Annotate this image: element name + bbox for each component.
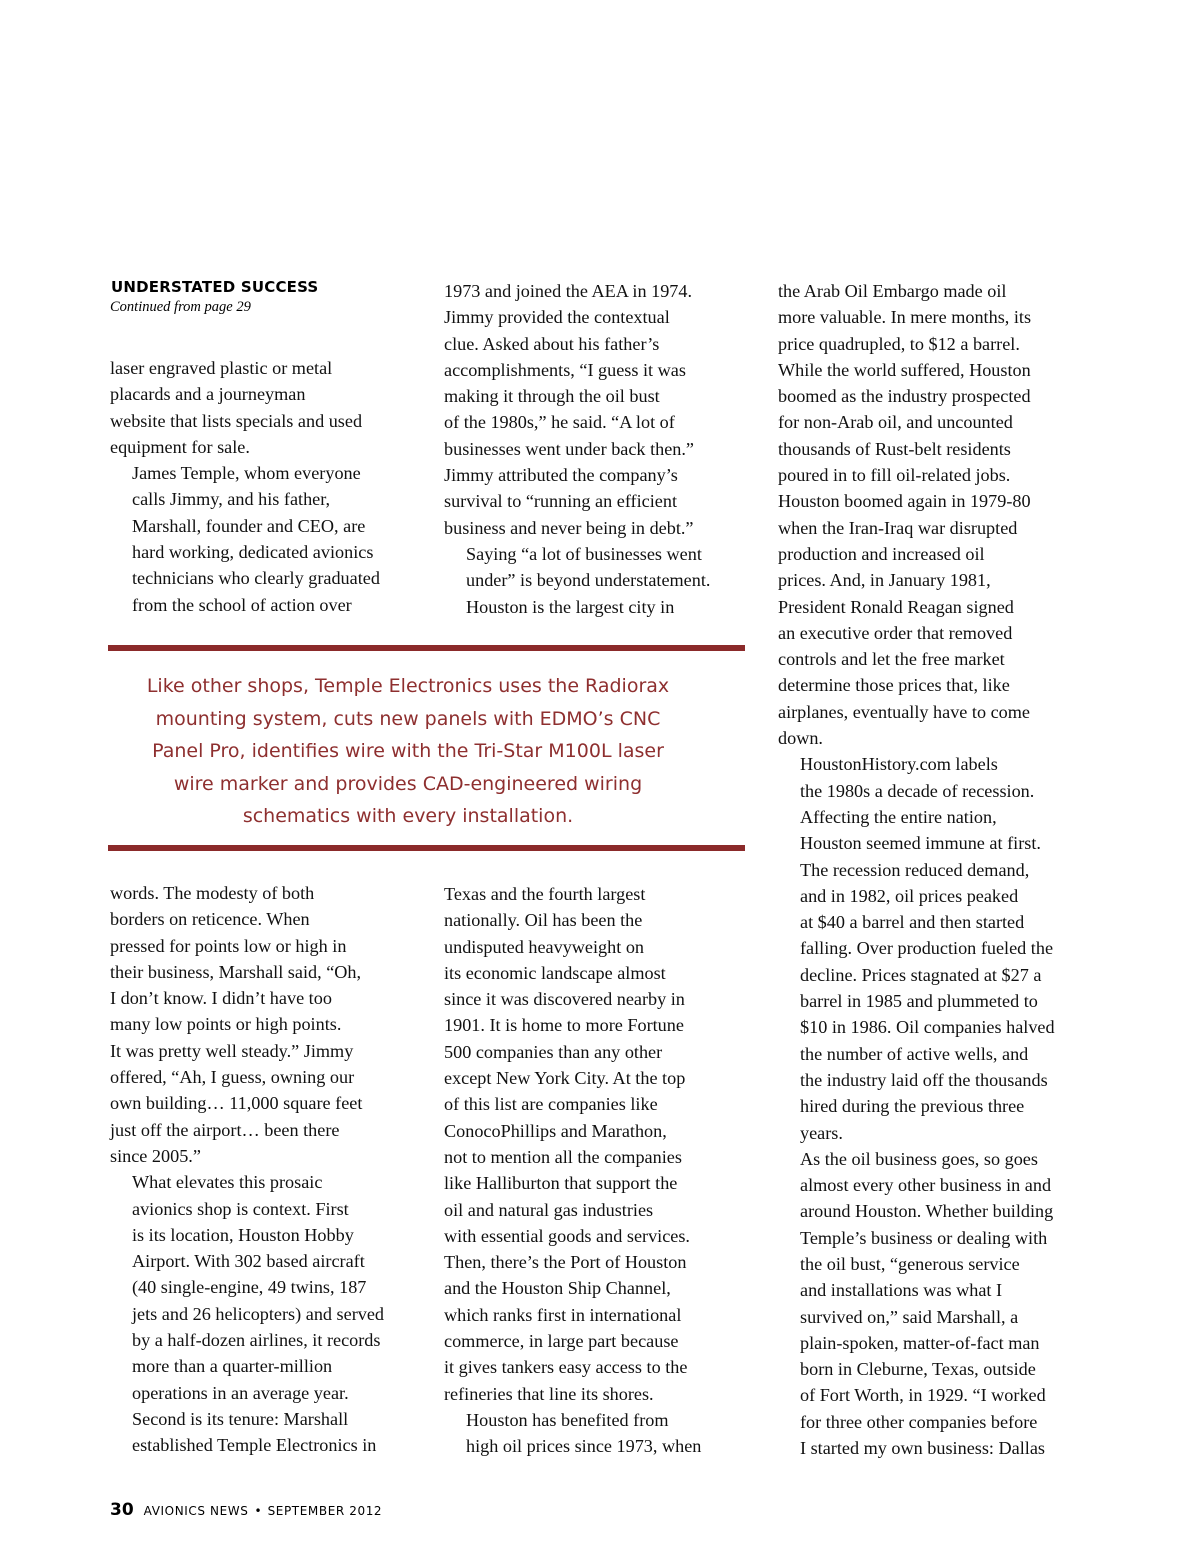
text-line: from the school of action over [132,594,352,615]
footer-bullet: • [254,1504,262,1518]
paragraph [778,278,1088,751]
column-1-top [110,355,430,618]
text-line: Saying “a lot of businesses went [466,543,702,564]
paragraph [110,1169,430,1458]
text-line: just off the airport… been there [110,1119,340,1140]
text-line: offered, “Ah, I guess, owning our [110,1067,355,1088]
text-line: with essential goods and services. [444,1225,690,1246]
paragraph [110,880,430,1169]
page-number: 30 [110,1500,134,1520]
text-line: (40 single-engine, 49 twins, 187 [132,1277,367,1298]
text-line: Houston has benefited from [466,1409,669,1430]
text-line: survived on,” said Marshall, a [800,1306,1019,1327]
text-line: Temple’s business or dealing with [800,1227,1048,1248]
text-line: I don’t know. I didn’t have too [110,988,332,1009]
paragraph [444,881,764,1407]
text-line: avionics shop is context. First [132,1198,349,1219]
paragraph [778,751,1088,1145]
text-line: decline. Prices stagnated at $27 a [800,964,1042,985]
text-line: the industry laid off the thousands [800,1069,1048,1090]
text-line: website that lists specials and used [110,410,363,431]
text-line: Houston is the largest city in [466,596,675,617]
paragraph [778,1146,1088,1462]
text-line: HoustonHistory.com labels [800,754,998,775]
text-line: its economic landscape almost [444,962,666,983]
text-line: since 2005.” [110,1145,201,1166]
text-line: the 1980s a decade of recession. [800,780,1035,801]
pull-quote-line: Like other shops, Temple Electronics uses the Radiorax [146,675,670,697]
text-line: 1901. It is home to more Fortune [444,1015,684,1036]
text-line: While the world suffered, Houston [778,359,1031,380]
text-line: established Temple Electronics in [132,1435,377,1456]
text-line: almost every other business in and [800,1175,1052,1196]
pull-quote-line: wire marker and provides CAD-engineered wiring [173,772,643,795]
text-line: poured in to fill oil-related jobs. [778,465,1011,486]
text-line: President Ronald Reagan signed [778,596,1014,617]
text-line: more valuable. In mere months, its [778,307,1032,328]
text-line: for three other companies before [800,1411,1038,1432]
text-line: prices. And, in January 1981, [778,570,991,591]
issue-date: SEPTEMBER 2012 [267,1504,383,1518]
text-line: borders on reticence. When [110,909,310,930]
text-line: which ranks first in international [444,1304,682,1325]
text-line: commerce, in large part because [444,1331,679,1352]
text-line: around Houston. Whether building [800,1201,1054,1222]
text-line: The recession reduced demand, [800,859,1030,880]
column-2-top [444,278,764,620]
section-kicker: UNDERSTATED SUCCESS [111,278,319,296]
text-line: high oil prices since 1973, when [466,1436,702,1457]
text-line: airplanes, eventually have to come [778,701,1030,722]
text-line: boomed as the industry prospected [778,386,1031,407]
text-line: the number of active wells, and [800,1043,1029,1064]
paragraph [444,278,764,541]
text-line: an executive order that removed [778,622,1013,643]
text-line: and the Houston Ship Channel, [444,1278,671,1299]
pull-quote-line: schematics with every installation. [242,805,574,827]
text-line: 500 companies than any other [444,1041,663,1062]
text-line: clue. Asked about his father’s [444,333,660,354]
text-line: What elevates this prosaic [132,1172,323,1193]
text-line: like Halliburton that support the [444,1173,678,1194]
text-line: falling. Over production fueled the [800,938,1054,959]
pull-quote-line: Panel Pro, identifies wire with the Tri-Star M100L laser [152,740,664,762]
text-line: refineries that line its shores. [444,1383,654,1404]
text-line: their business, Marshall said, “Oh, [110,961,362,982]
text-line: pressed for points low or high in [110,935,347,956]
text-line: determine those prices that, like [778,675,1010,696]
text-line: oil and natural gas industries [444,1199,654,1220]
text-line: Then, there’s the Port of Houston [444,1252,687,1273]
text-line: controls and let the free market [778,649,1005,670]
page-footer [110,1500,382,1520]
text-line: Airport. With 302 based aircraft [132,1251,365,1272]
text-line: It was pretty well steady.” Jimmy [110,1040,354,1061]
text-line: except New York City. At the top [444,1068,686,1089]
pull-quote-top-rule [108,645,745,651]
text-line: when the Iran-Iraq war disrupted [778,517,1018,538]
text-line: $10 in 1986. Oil companies halved [800,1017,1055,1038]
text-line: words. The modesty of both [110,883,315,903]
text-line: not to mention all the companies [444,1146,682,1167]
pull-quote [110,670,706,833]
text-line: the Arab Oil Embargo made oil [778,281,1007,301]
text-line: Marshall, founder and CEO, are [132,515,366,536]
text-line: laser engraved plastic or metal [110,358,333,378]
text-line: more than a quarter-million [132,1356,333,1377]
text-line: under” is beyond understatement. [466,570,711,591]
publication-name: AVIONICS NEWS [143,1504,249,1518]
text-line: by a half-dozen airlines, it records [132,1330,381,1351]
text-line: As the oil business goes, so goes [800,1148,1038,1169]
pull-quote-line: mounting system, cuts new panels with EDMO’s CNC [155,707,661,730]
paragraph [110,460,430,618]
text-line: business and never being in debt.” [444,517,694,538]
text-line: hard working, dedicated avionics [132,542,374,563]
column-3 [778,278,1088,1461]
text-line: years. [800,1122,843,1143]
text-line: plain-spoken, matter-of-fact man [800,1332,1040,1353]
text-line: of Fort Worth, in 1929. “I worked [800,1385,1046,1406]
text-line: of this list are companies like [444,1094,658,1115]
paragraph [444,541,764,620]
text-line: many low points or high points. [110,1014,342,1035]
continued-note: Continued from page 29 [110,299,251,315]
text-line: Houston seemed immune at first. [800,833,1041,854]
text-line: Second is its tenure: Marshall [132,1408,349,1429]
text-line: is its location, Houston Hobby [132,1224,354,1245]
text-line: James Temple, whom everyone [132,463,361,484]
column-1-bottom [110,880,430,1459]
text-line: Houston boomed again in 1979-80 [778,491,1031,512]
text-line: businesses went under back then.” [444,438,695,459]
text-line: placards and a journeyman [110,384,306,405]
text-line: down. [778,728,823,749]
text-line: survival to “running an efficient [444,491,678,512]
text-line: making it through the oil bust [444,386,660,407]
text-line: calls Jimmy, and his father, [132,489,331,510]
text-line: the oil bust, “generous service [800,1253,1020,1274]
text-line: technicians who clearly graduated [132,568,380,589]
text-line: price quadrupled, to $12 a barrel. [778,333,1020,354]
paragraph [110,355,430,460]
text-line: nationally. Oil has been the [444,910,643,931]
text-line: it gives tankers easy access to the [444,1357,688,1378]
text-line: 1973 and joined the AEA in 1974. [444,281,693,301]
text-line: for non-Arab oil, and uncounted [778,412,1013,433]
text-line: since it was discovered nearby in [444,989,685,1010]
text-line: Jimmy attributed the company’s [444,465,678,486]
text-line: operations in an average year. [132,1382,349,1403]
text-line: production and increased oil [778,543,985,564]
text-line: Texas and the fourth largest [444,884,646,904]
text-line: barrel in 1985 and plummeted to [800,991,1038,1012]
text-line: own building… 11,000 square feet [110,1093,363,1114]
pull-quote-bottom-rule [108,845,745,851]
text-line: accomplishments, “I guess it was [444,359,686,380]
text-line: I started my own business: Dallas [800,1438,1045,1459]
text-line: born in Cleburne, Texas, outside [800,1359,1036,1380]
paragraph [444,1407,764,1460]
text-line: thousands of Rust-belt residents [778,438,1011,459]
text-line: and in 1982, oil prices peaked [800,885,1019,906]
text-line: equipment for sale. [110,436,250,457]
text-line: ConocoPhillips and Marathon, [444,1120,667,1141]
text-line: of the 1980s,” he said. “A lot of [444,412,675,433]
text-line: jets and 26 helicopters) and served [132,1303,385,1324]
text-line: hired during the previous three [800,1096,1025,1117]
text-line: undisputed heavyweight on [444,936,645,957]
text-line: and installations was what I [800,1280,1003,1301]
text-line: Jimmy provided the contextual [444,307,670,328]
text-line: at $40 a barrel and then started [800,912,1025,933]
text-line: Affecting the entire nation, [800,806,997,827]
column-2-bottom [444,881,764,1460]
